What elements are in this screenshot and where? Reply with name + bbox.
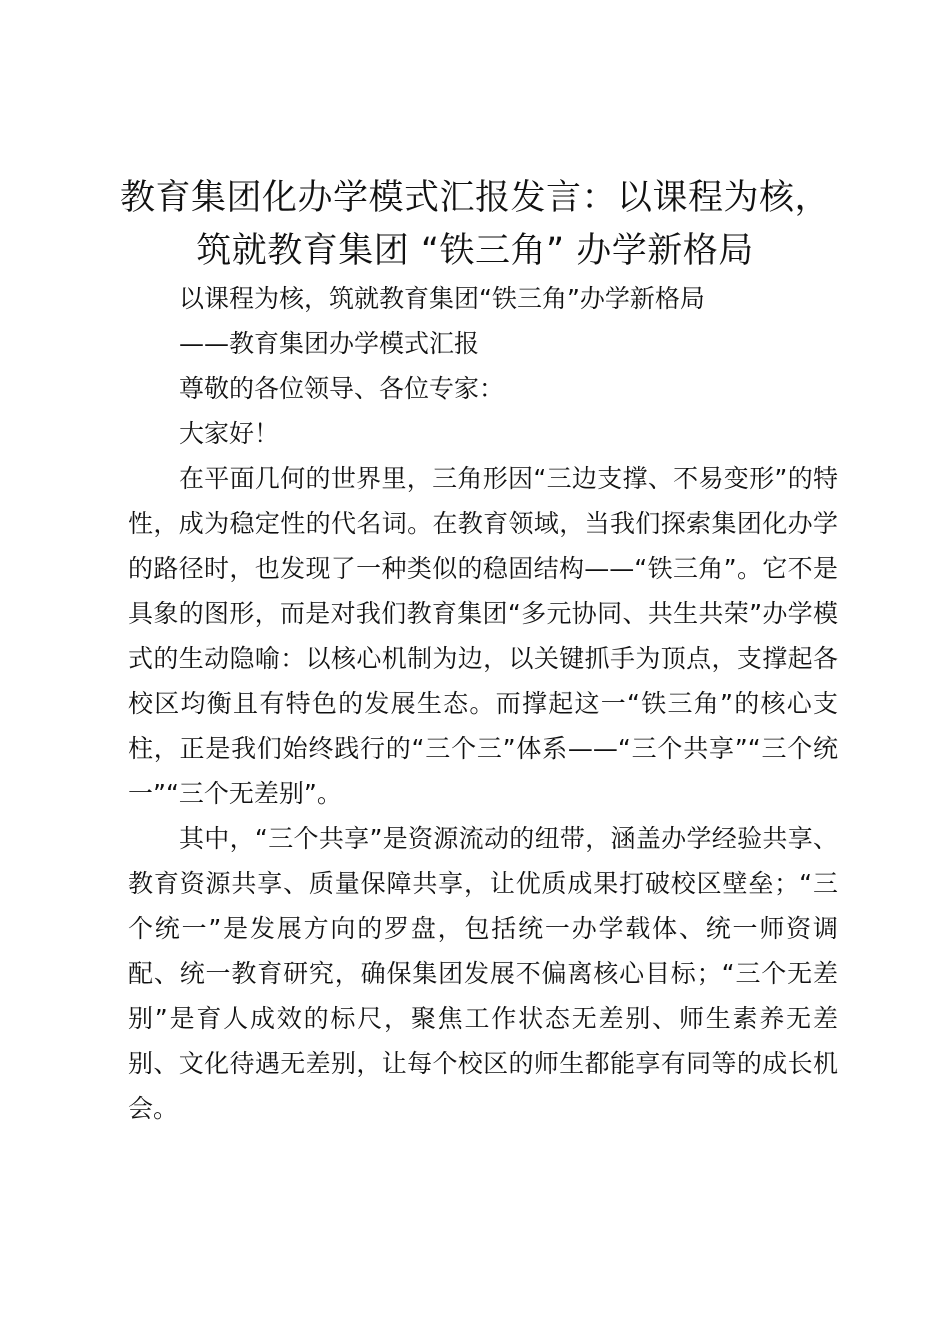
salutation: 尊敬的各位领导、各位专家： xyxy=(179,374,505,403)
body-paragraph-1: 在平面几何的世界里，三角形因“三边支撑、不易变形”的特性，成为稳定性的代名词。在教育领域，当我们探索集团化办学的路径时，也发现了一种类似的稳固结构——“铁三角”。它不是具象的图形，而是对我们教育集团“多元协同、共生共荣”办学模式的生动隐喻：以核心机制为边，以关键抓手为顶点，支撑起各校区均衡且有特色的发展生态。而撑起这一“铁三角”的核心支柱，正是我们始终践行的“三个三”体系——“三个共享”“三个统一”“三个无差别”。 xyxy=(128,464,838,808)
subtitle: 以课程为核，筑就教育集团“铁三角”办学新格局 xyxy=(179,284,705,313)
body-paragraph-2: 其中，“三个共享”是资源流动的纽带，涵盖办学经验共享、教育资源共享、质量保障共享，让优质成果打破校区壁垒；“三个统一”是发展方向的罗盘，包括统一办学载体、统一师资调配、统一教育研究，确保集团发展不偏离核心目标；“三个无差别”是育人成效的标尺，聚焦工作状态无差别、师生素养无差别、文化待遇无差别，让每个校区的师生都能享有同等的成长机会。 xyxy=(128,824,838,1123)
title-line-2: 筑就教育集团 “铁三角” 办学新格局 xyxy=(196,231,754,271)
title-line-1: 教育集团化办学模式汇报发言：以课程为核， xyxy=(119,178,830,218)
greeting: 大家好！ xyxy=(179,419,280,448)
document-body xyxy=(128,276,838,1131)
document-title xyxy=(100,172,850,278)
byline: ——教育集团办学模式汇报 xyxy=(179,329,480,358)
